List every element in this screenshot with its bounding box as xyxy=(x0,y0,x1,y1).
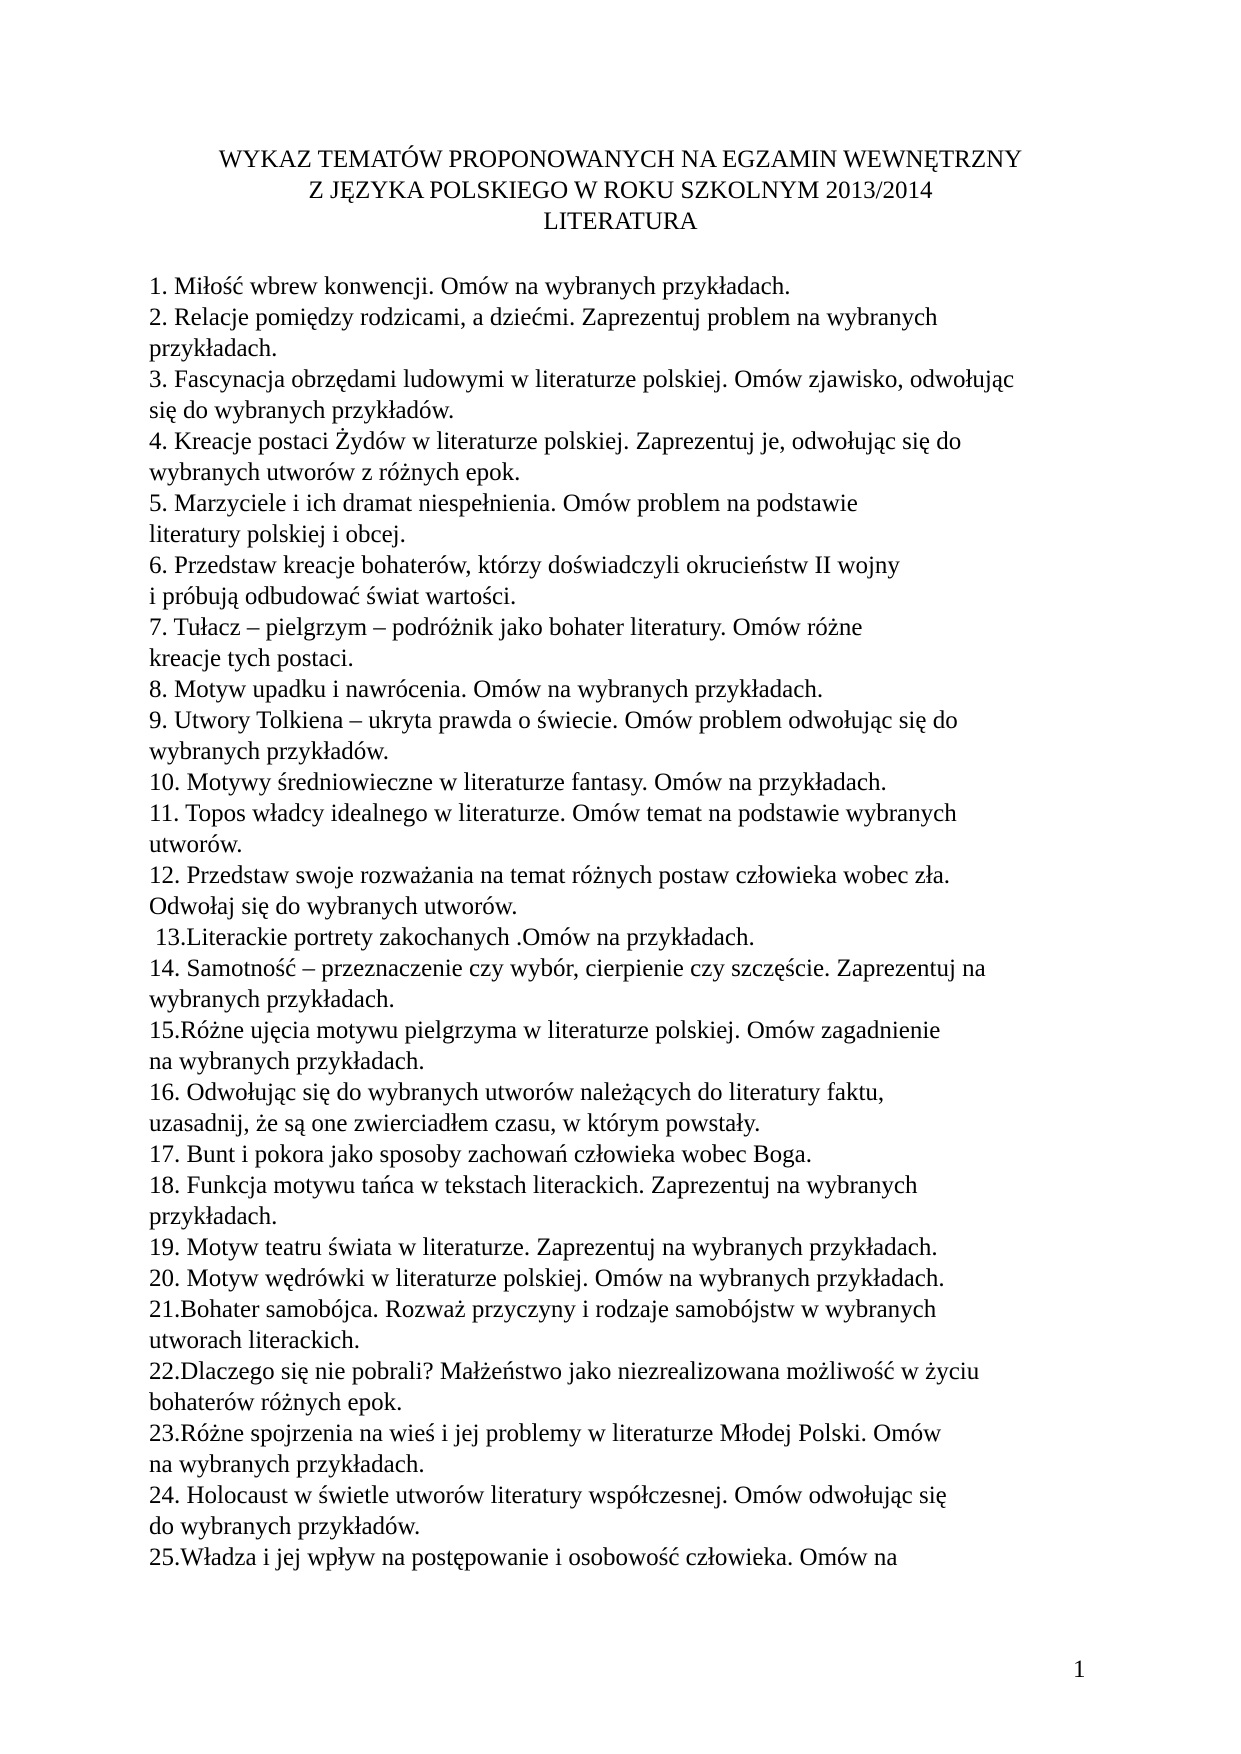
topic-item xyxy=(149,1542,1109,1573)
topic-line-continuation: utworach literackich. xyxy=(149,1327,361,1354)
topic-line: 24. Holocaust w świetle utworów literatury współczesnej. Omów odwołując się xyxy=(149,1482,947,1509)
topic-line-continuation: się do wybranych przykładów. xyxy=(149,397,455,424)
document-header xyxy=(0,144,1241,237)
topic-item xyxy=(149,1139,1109,1170)
topic-line: 20. Motyw wędrówki w literaturze polskiej. Omów na wybranych przykładach. xyxy=(149,1265,945,1292)
topic-line-continuation: wybranych przykładów. xyxy=(149,738,389,765)
topic-line: 14. Samotność – przeznaczenie czy wybór, cierpienie czy szczęście. Zaprezentuj na xyxy=(149,955,986,982)
topic-line: 11. Topos władcy idealnego w literaturze. Omów temat na podstawie wybranych xyxy=(149,800,957,827)
topic-line-continuation: bohaterów różnych epok. xyxy=(149,1389,403,1416)
topic-line-continuation: wybranych przykładach. xyxy=(149,986,395,1013)
topic-line: 2. Relacje pomiędzy rodzicami, a dziećmi. Zaprezentuj problem na wybranych xyxy=(149,304,938,331)
topic-line: 3. Fascynacja obrzędami ludowymi w literaturze polskiej. Omów zjawisko, odwołując xyxy=(149,366,1015,393)
topic-item xyxy=(149,1170,1109,1232)
page-number: 1 xyxy=(1073,1656,1086,1683)
topic-line-continuation: wybranych utworów z różnych epok. xyxy=(149,459,521,486)
topic-item xyxy=(149,1077,1109,1139)
topic-line: 23.Różne spojrzenia na wieś i jej problemy w literaturze Młodej Polski. Omów xyxy=(149,1420,942,1447)
topic-line-continuation: na wybranych przykładach. xyxy=(149,1451,425,1478)
topic-item xyxy=(149,798,1109,860)
topic-line-continuation: przykładach. xyxy=(149,1203,278,1230)
topic-line: 1. Miłość wbrew konwencji. Omów na wybranych przykładach. xyxy=(149,273,791,300)
topic-item xyxy=(149,1263,1109,1294)
topic-line-continuation: kreacje tych postaci. xyxy=(149,645,354,672)
topic-item xyxy=(149,271,1109,302)
topic-line: 5. Marzyciele i ich dramat niespełnienia. Omów problem na podstawie xyxy=(149,490,858,517)
topic-line: 8. Motyw upadku i nawrócenia. Omów na wybranych przykładach. xyxy=(149,676,824,703)
header-line-2: Z JĘZYKA POLSKIEGO W ROKU SZKOLNYM 2013/2014 xyxy=(308,177,933,204)
topic-item xyxy=(149,1294,1109,1356)
topic-item xyxy=(149,1232,1109,1263)
topic-line-continuation: utworów. xyxy=(149,831,243,858)
topic-item xyxy=(149,1418,1109,1480)
topic-item xyxy=(149,426,1109,488)
topic-item xyxy=(149,1356,1109,1418)
topic-line: 13.Literackie portrety zakochanych .Omów na przykładach. xyxy=(155,924,755,951)
topic-line-continuation: na wybranych przykładach. xyxy=(149,1048,425,1075)
topic-line-continuation: literatury polskiej i obcej. xyxy=(149,521,406,548)
topic-item xyxy=(149,550,1109,612)
topic-item xyxy=(149,953,1109,1015)
topic-line: 16. Odwołując się do wybranych utworów należących do literatury faktu, xyxy=(149,1079,885,1106)
topic-line: 10. Motywy średniowieczne w literaturze fantasy. Omów na przykładach. xyxy=(149,769,887,796)
topic-line: 19. Motyw teatru świata w literaturze. Zaprezentuj na wybranych przykładach. xyxy=(149,1234,938,1261)
topic-line-continuation: uzasadnij, że są one zwierciadłem czasu, w którym powstały. xyxy=(149,1110,761,1137)
topic-line: 15.Różne ujęcia motywu pielgrzyma w literaturze polskiej. Omów zagadnienie xyxy=(149,1017,941,1044)
topic-item xyxy=(149,922,1109,953)
topic-line-continuation: Odwołaj się do wybranych utworów. xyxy=(149,893,518,920)
topic-line: 21.Bohater samobójca. Rozważ przyczyny i rodzaje samobójstw w wybranych xyxy=(149,1296,937,1323)
topic-line-continuation: przykładach. xyxy=(149,335,278,362)
topic-line-continuation: do wybranych przykładów. xyxy=(149,1513,421,1540)
header-line-3: LITERATURA xyxy=(543,208,698,235)
topic-line: 12. Przedstaw swoje rozważania na temat różnych postaw człowieka wobec zła. xyxy=(149,862,951,889)
topic-item xyxy=(149,1480,1109,1542)
topic-item xyxy=(149,767,1109,798)
topic-line: 22.Dlaczego się nie pobrali? Małżeństwo jako niezrealizowana możliwość w życiu xyxy=(149,1358,980,1385)
topic-line: 6. Przedstaw kreacje bohaterów, którzy doświadczyli okrucieństw II wojny xyxy=(149,552,900,579)
topic-item xyxy=(149,705,1109,767)
topic-item xyxy=(149,364,1109,426)
topic-item xyxy=(149,860,1109,922)
topic-item xyxy=(149,612,1109,674)
topic-line: 4. Kreacje postaci Żydów w literaturze polskiej. Zaprezentuj je, odwołując się do xyxy=(149,428,962,455)
topic-item xyxy=(149,488,1109,550)
topic-list xyxy=(149,271,1109,1573)
topic-item xyxy=(149,674,1109,705)
header-line-1: WYKAZ TEMATÓW PROPONOWANYCH NA EGZAMIN WEWNĘTRZNY xyxy=(218,146,1023,173)
topic-item xyxy=(149,1015,1109,1077)
topic-line-continuation: i próbują odbudować świat wartości. xyxy=(149,583,517,610)
topic-item xyxy=(149,302,1109,364)
topic-line: 9. Utwory Tolkiena – ukryta prawda o świecie. Omów problem odwołując się do xyxy=(149,707,958,734)
topic-line: 18. Funkcja motywu tańca w tekstach literackich. Zaprezentuj na wybranych xyxy=(149,1172,918,1199)
topic-line: 7. Tułacz – pielgrzym – podróżnik jako bohater literatury. Omów różne xyxy=(149,614,863,641)
topic-line: 25.Władza i jej wpływ na postępowanie i osobowość człowieka. Omów na xyxy=(149,1544,898,1571)
topic-line: 17. Bunt i pokora jako sposoby zachowań człowieka wobec Boga. xyxy=(149,1141,813,1168)
